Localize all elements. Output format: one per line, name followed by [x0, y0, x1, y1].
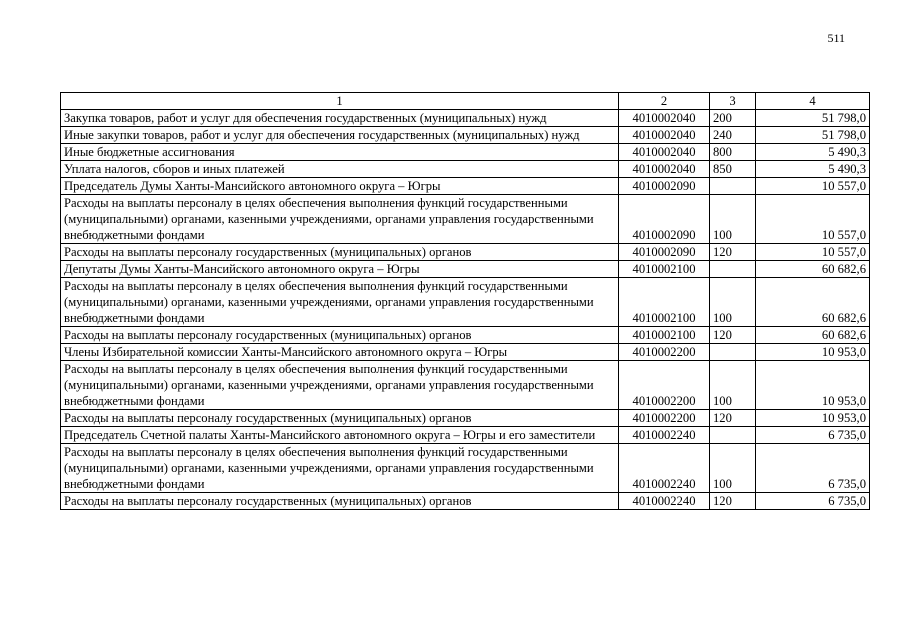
cell-name: Расходы на выплаты персоналу в целях обеспечения выполнения функций государственными (муниципальными) органами, казенными учреждениями, органами управления государственными внебюджетными фондами [61, 361, 619, 410]
cell-name: Председатель Думы Ханты-Мансийского автономного округа – Югры [61, 178, 619, 195]
cell-code: 4010002100 [619, 278, 710, 327]
cell-type [710, 344, 756, 361]
column-header-4: 4 [756, 93, 870, 110]
cell-name: Расходы на выплаты персоналу государственных (муниципальных) органов [61, 410, 619, 427]
cell-name: Расходы на выплаты персоналу государственных (муниципальных) органов [61, 493, 619, 510]
table-row [61, 444, 870, 493]
cell-code: 4010002240 [619, 427, 710, 444]
cell-amount: 51 798,0 [756, 127, 870, 144]
cell-type: 120 [710, 493, 756, 510]
cell-code: 4010002090 [619, 244, 710, 261]
column-header-1: 1 [61, 93, 619, 110]
cell-name: Расходы на выплаты персоналу в целях обеспечения выполнения функций государственными (муниципальными) органами, казенными учреждениями, органами управления государственными внебюджетными фондами [61, 195, 619, 244]
cell-amount: 5 490,3 [756, 144, 870, 161]
cell-type: 120 [710, 327, 756, 344]
cell-amount: 10 557,0 [756, 244, 870, 261]
cell-code: 4010002100 [619, 261, 710, 278]
cell-code: 4010002200 [619, 410, 710, 427]
cell-code: 4010002090 [619, 195, 710, 244]
cell-amount: 5 490,3 [756, 161, 870, 178]
cell-code: 4010002040 [619, 161, 710, 178]
cell-amount: 60 682,6 [756, 278, 870, 327]
cell-amount: 10 557,0 [756, 178, 870, 195]
column-header-3: 3 [710, 93, 756, 110]
column-header-2: 2 [619, 93, 710, 110]
cell-type [710, 261, 756, 278]
cell-amount: 10 557,0 [756, 195, 870, 244]
cell-type: 120 [710, 244, 756, 261]
cell-amount: 6 735,0 [756, 427, 870, 444]
cell-name: Уплата налогов, сборов и иных платежей [61, 161, 619, 178]
table-row [61, 161, 870, 178]
cell-code: 4010002240 [619, 444, 710, 493]
cell-code: 4010002200 [619, 344, 710, 361]
cell-code: 4010002100 [619, 327, 710, 344]
table-row [61, 344, 870, 361]
cell-type: 100 [710, 361, 756, 410]
table-row [61, 244, 870, 261]
cell-type: 120 [710, 410, 756, 427]
cell-amount: 6 735,0 [756, 444, 870, 493]
cell-type: 100 [710, 195, 756, 244]
cell-name: Иные закупки товаров, работ и услуг для обеспечения государственных (муниципальных) нужд [61, 127, 619, 144]
cell-type: 100 [710, 278, 756, 327]
table-row [61, 144, 870, 161]
cell-type [710, 178, 756, 195]
cell-amount: 60 682,6 [756, 327, 870, 344]
cell-amount: 10 953,0 [756, 361, 870, 410]
table-row [61, 278, 870, 327]
cell-type: 200 [710, 110, 756, 127]
header-row [61, 93, 870, 110]
table-row [61, 493, 870, 510]
cell-name: Члены Избирательной комиссии Ханты-Мансийского автономного округа – Югры [61, 344, 619, 361]
cell-amount: 6 735,0 [756, 493, 870, 510]
table-row [61, 195, 870, 244]
cell-amount: 10 953,0 [756, 344, 870, 361]
cell-name: Председатель Счетной палаты Ханты-Мансийского автономного округа – Югры и его заместители [61, 427, 619, 444]
cell-code: 4010002200 [619, 361, 710, 410]
cell-name: Иные бюджетные ассигнования [61, 144, 619, 161]
cell-amount: 10 953,0 [756, 410, 870, 427]
page-number: 511 [827, 31, 845, 45]
cell-code: 4010002040 [619, 144, 710, 161]
cell-type: 100 [710, 444, 756, 493]
cell-name: Расходы на выплаты персоналу государственных (муниципальных) органов [61, 244, 619, 261]
cell-code: 4010002040 [619, 127, 710, 144]
cell-type [710, 427, 756, 444]
table-row [61, 361, 870, 410]
cell-type: 800 [710, 144, 756, 161]
table-row [61, 110, 870, 127]
cell-amount: 51 798,0 [756, 110, 870, 127]
cell-type: 850 [710, 161, 756, 178]
table-row [61, 427, 870, 444]
table-row [61, 178, 870, 195]
cell-code: 4010002040 [619, 110, 710, 127]
cell-code: 4010002240 [619, 493, 710, 510]
budget-table [60, 92, 870, 510]
cell-amount: 60 682,6 [756, 261, 870, 278]
table-row [61, 410, 870, 427]
cell-name: Депутаты Думы Ханты-Мансийского автономного округа – Югры [61, 261, 619, 278]
cell-name: Закупка товаров, работ и услуг для обеспечения государственных (муниципальных) нужд [61, 110, 619, 127]
table-row [61, 261, 870, 278]
table-row [61, 327, 870, 344]
cell-type: 240 [710, 127, 756, 144]
cell-name: Расходы на выплаты персоналу государственных (муниципальных) органов [61, 327, 619, 344]
cell-name: Расходы на выплаты персоналу в целях обеспечения выполнения функций государственными (муниципальными) органами, казенными учреждениями, органами управления государственными внебюджетными фондами [61, 278, 619, 327]
cell-code: 4010002090 [619, 178, 710, 195]
table-row [61, 127, 870, 144]
cell-name: Расходы на выплаты персоналу в целях обеспечения выполнения функций государственными (муниципальными) органами, казенными учреждениями, органами управления государственными внебюджетными фондами [61, 444, 619, 493]
